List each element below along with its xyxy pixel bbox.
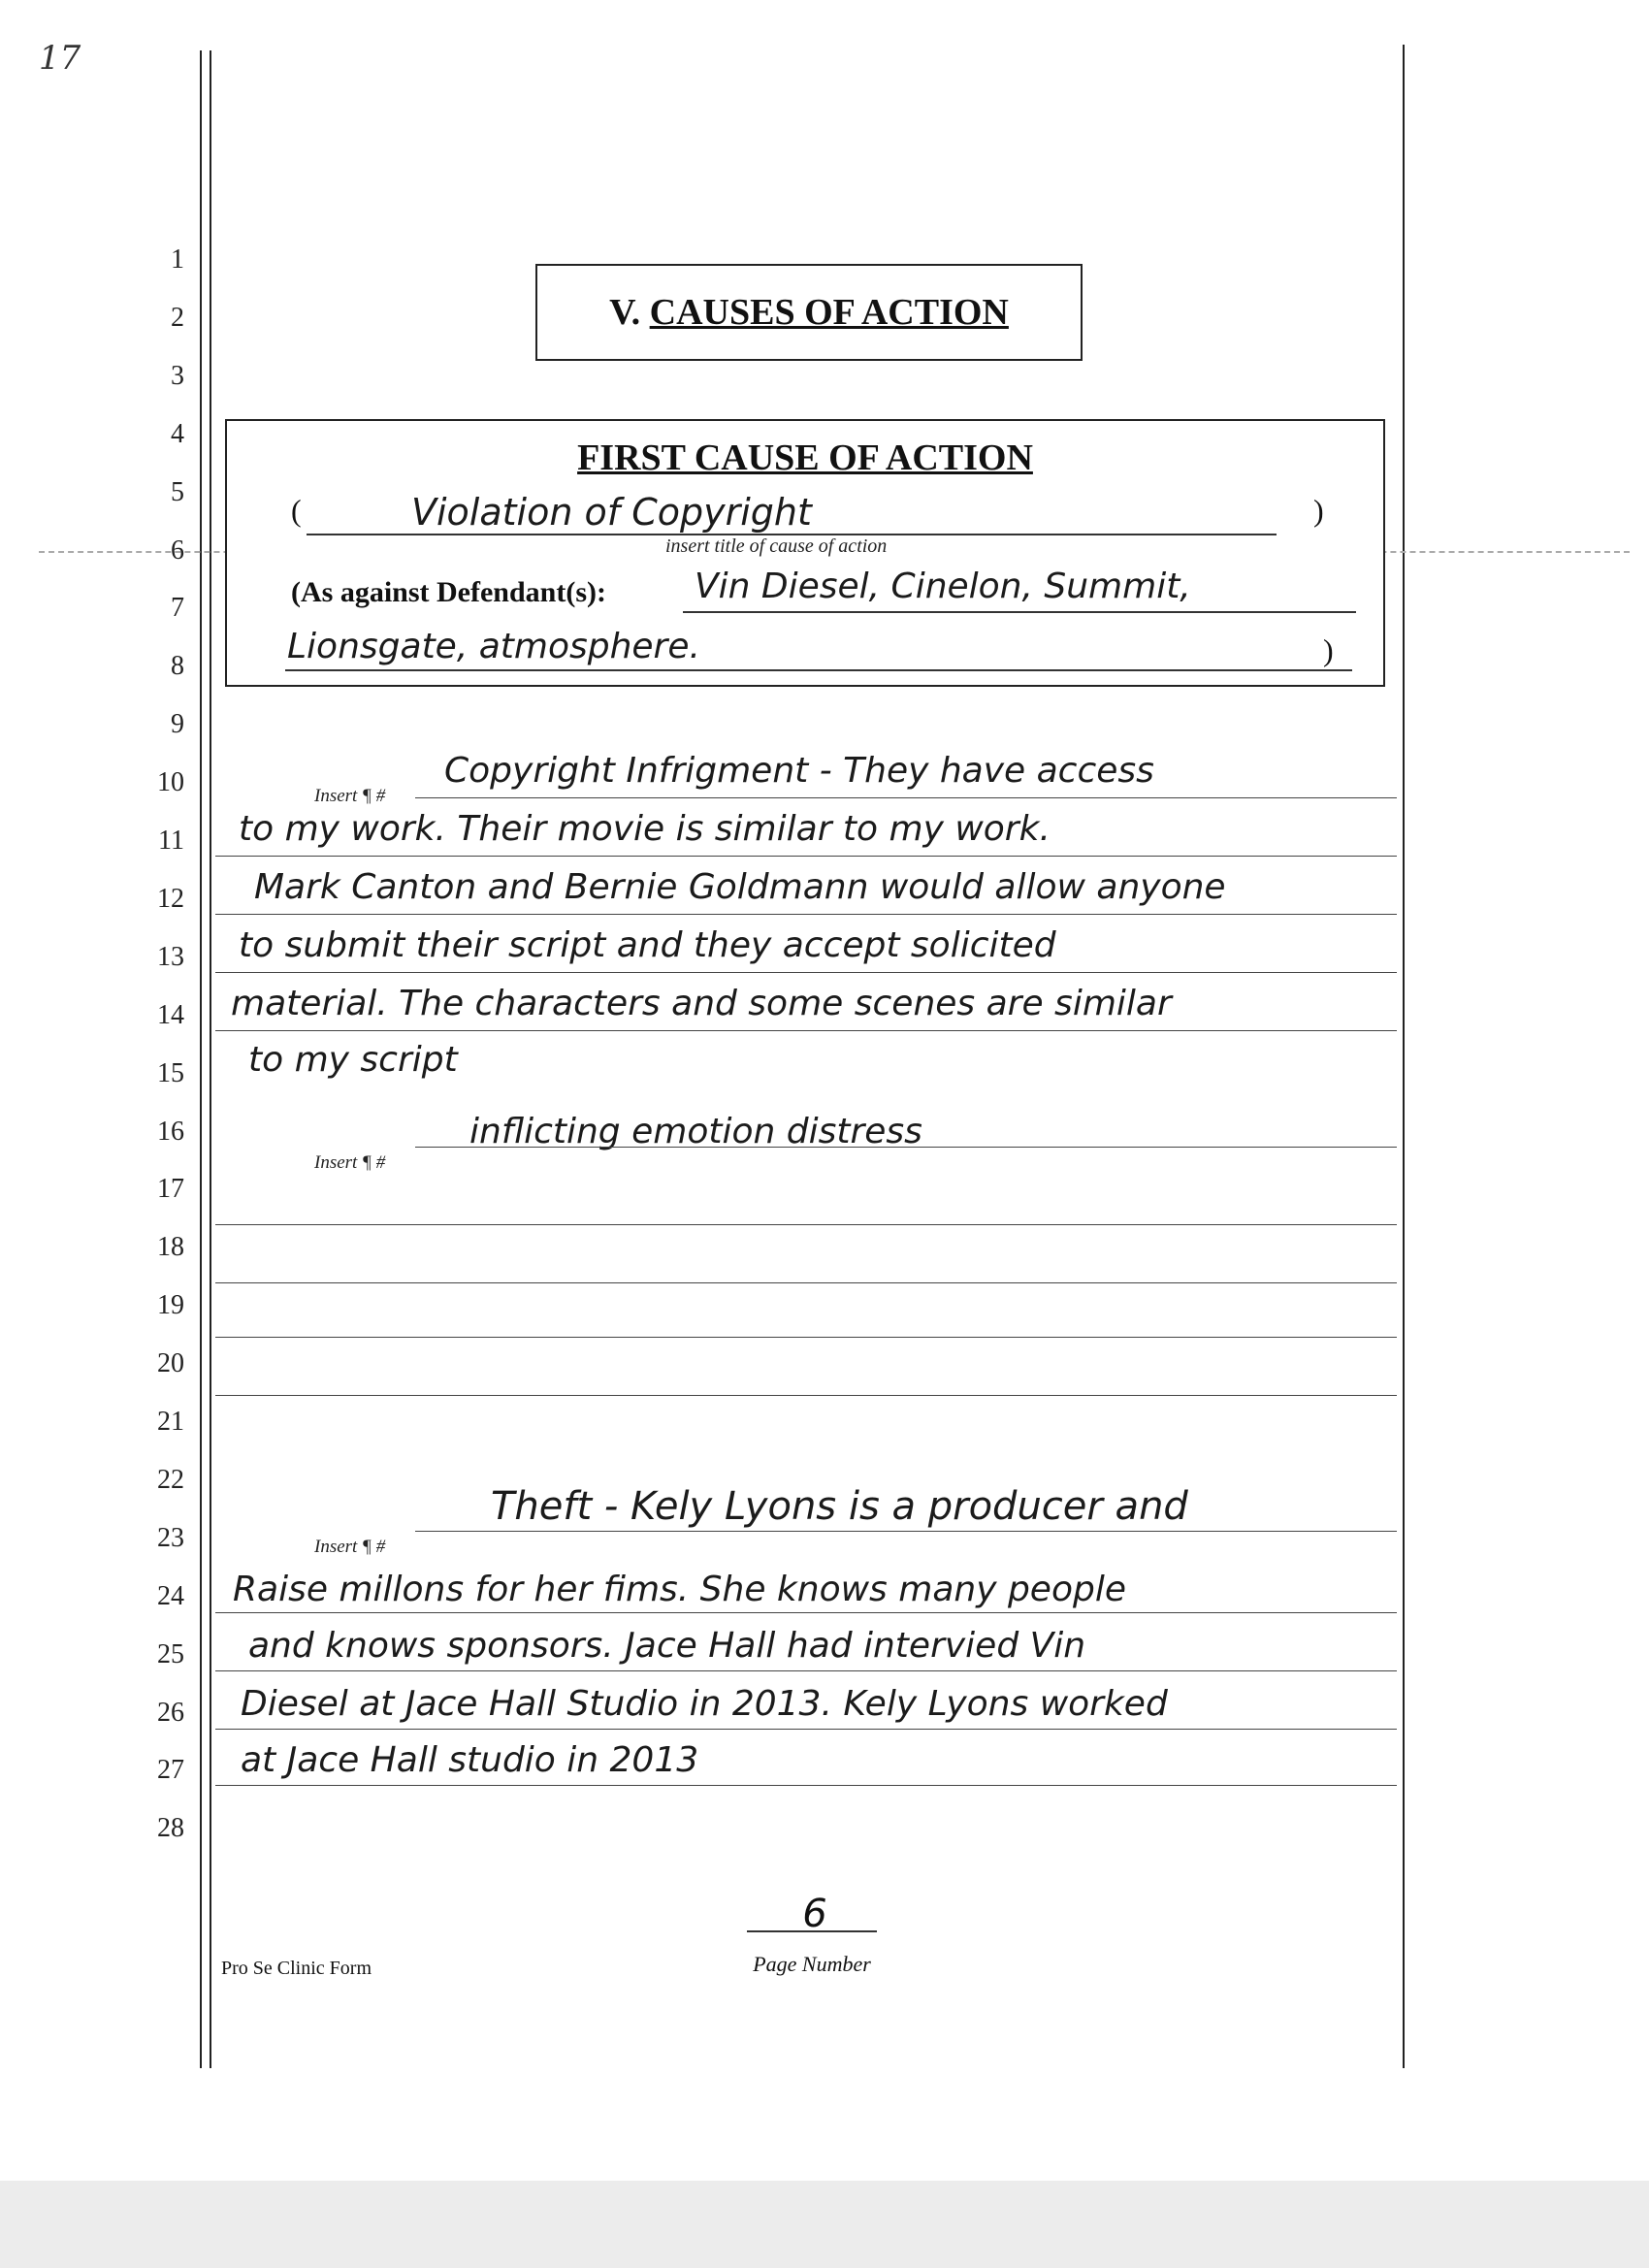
line-number: 8: [171, 651, 184, 682]
defendants-label: (As against Defendant(s):: [291, 576, 606, 608]
line-number: 23: [157, 1522, 184, 1553]
rule-line: [215, 856, 1397, 857]
page-mark: 17: [39, 39, 81, 78]
open-paren: (: [291, 493, 302, 528]
line-number: 14: [157, 999, 184, 1030]
p3-line-4: Diesel at Jace Hall Studio in 2013. Kely Lyons worked: [241, 1684, 1168, 1724]
line-number: 12: [157, 883, 184, 914]
p3-line-3: and knows sponsors. Jace Hall had intervied Vin: [248, 1626, 1086, 1666]
rule-line: [215, 1785, 1397, 1786]
defendants-line-1: Vin Diesel, Cinelon, Summit,: [695, 567, 1191, 606]
right-rule: [1403, 45, 1405, 2068]
rule-line: [215, 1729, 1397, 1730]
line-number: 4: [171, 418, 184, 449]
line-number: 22: [157, 1464, 184, 1495]
line-number: 7: [171, 593, 184, 624]
p1-line-4: to submit their script and they accept solicited: [239, 925, 1056, 965]
section-title-text: CAUSES OF ACTION: [649, 292, 1009, 333]
line-number: 24: [157, 1580, 184, 1611]
rule-line: [215, 1395, 1397, 1396]
line-number: 11: [158, 826, 184, 856]
rule-line: [215, 1612, 1397, 1613]
line-number: 6: [171, 535, 184, 566]
rule-line: [415, 797, 1397, 798]
rule-line: [215, 972, 1397, 973]
p2-line: inflicting emotion distress: [469, 1112, 922, 1151]
defendants-line-2: Lionsgate, atmosphere.: [287, 627, 700, 666]
rule-line: [215, 1282, 1397, 1283]
p1-line-3: Mark Canton and Bernie Goldmann would allow anyone: [254, 867, 1226, 907]
rule-line: [215, 914, 1397, 915]
close-paren: ): [1313, 493, 1324, 528]
line-number: 1: [171, 244, 184, 275]
line-number: 18: [157, 1232, 184, 1263]
left-rule-inner: [210, 50, 211, 2068]
p1-line-5: material. The characters and some scenes are similar: [231, 984, 1172, 1023]
line-number: 9: [171, 709, 184, 740]
p3-line-2: Raise millons for her fims. She knows many people: [233, 1570, 1126, 1609]
line-number: 26: [157, 1697, 184, 1728]
form-name: Pro Se Clinic Form: [221, 1958, 372, 1979]
line-number: 2: [171, 302, 184, 333]
page-number-label: Page Number: [753, 1952, 871, 1976]
line-number: 21: [157, 1407, 184, 1437]
line-number: 13: [157, 941, 184, 972]
first-cause-box: [225, 419, 1385, 687]
rule-line: [215, 1337, 1397, 1338]
defendants-underline-2: [285, 669, 1352, 671]
page-number-line: [747, 1930, 877, 1932]
page-number-value: 6: [802, 1892, 827, 1936]
insert-label-3: Insert ¶ #: [314, 1537, 386, 1557]
line-number: 16: [157, 1116, 184, 1147]
first-cause-heading: FIRST CAUSE OF ACTION: [577, 437, 1033, 478]
rule-line: [215, 1224, 1397, 1225]
defendants-close: ): [1323, 632, 1334, 667]
line-number: 5: [171, 476, 184, 507]
section-numeral: V.: [609, 292, 641, 333]
line-number: 25: [157, 1638, 184, 1669]
left-rule-outer: [200, 50, 202, 2068]
line-number: 3: [171, 360, 184, 391]
p3-line-5: at Jace Hall studio in 2013: [241, 1740, 699, 1780]
rule-line: [215, 1670, 1397, 1671]
cause-title: Violation of Copyright: [411, 491, 812, 534]
insert-label-1: Insert ¶ #: [314, 786, 386, 806]
line-number: 27: [157, 1755, 184, 1786]
scan-margin: [0, 2181, 1649, 2268]
line-number: 19: [157, 1290, 184, 1321]
p1-line-1: Copyright Infrigment - They have access: [444, 751, 1154, 791]
p1-line-6: to my script: [248, 1040, 458, 1080]
rule-line: [415, 1147, 1397, 1148]
section-title-box: [535, 264, 1083, 361]
p1-line-2: to my work. Their movie is similar to my work.: [239, 809, 1051, 849]
defendants-underline-1: [683, 611, 1356, 613]
line-number: 17: [157, 1174, 184, 1205]
line-number: 20: [157, 1348, 184, 1379]
section-title: [537, 266, 1081, 359]
rule-line: [215, 1030, 1397, 1031]
rule-line: [415, 1531, 1397, 1532]
p3-line-1: Theft - Kely Lyons is a producer and: [491, 1484, 1188, 1529]
line-number: 10: [157, 767, 184, 798]
insert-label-2: Insert ¶ #: [314, 1152, 386, 1173]
line-number: 15: [157, 1057, 184, 1088]
line-number: 28: [157, 1813, 184, 1844]
cause-title-hint: insert title of cause of action: [665, 535, 888, 557]
